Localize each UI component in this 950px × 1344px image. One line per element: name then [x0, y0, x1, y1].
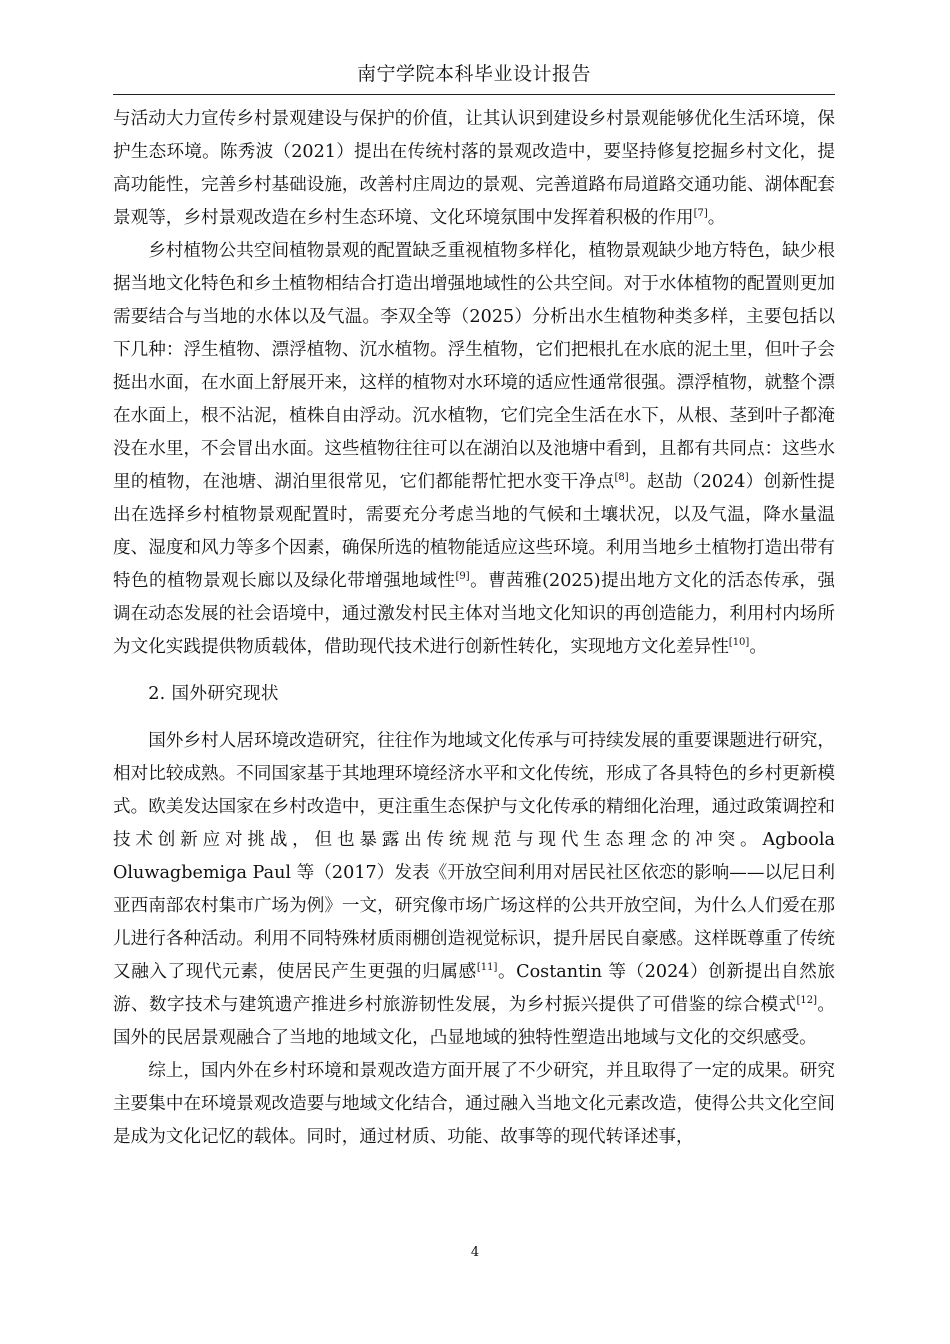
paragraph-text: 综上，国内外在乡村环境和景观改造方面开展了不少研究，并且取得了一定的成果。研究主要集中在环境景观改造要与地域文化结合，通过融入当地文化元素改造，使得公共文化空间是成为文化记忆的载体。同时，通过材质、功能、故事等的现代转译述事，	[113, 1061, 835, 1147]
citation-ref: [7]	[693, 208, 708, 220]
paragraph-text: 。	[749, 637, 767, 657]
body-text	[113, 103, 835, 1154]
paragraph-text: 。国外的民居景观融合了当地的地域文化，凸显地域的独特性塑造出地域与文化的交织感受。	[113, 995, 835, 1048]
paragraph-text: 与活动大力宣传乡村景观建设与保护的价值，让其认识到建设乡村景观能够优化生活环境，保护生态环境。陈秀波（2021）提出在传统村落的景观改造中，要坚持修复挖掘乡村文化，提高功能性，完善乡村基础设施，改善村庄周边的景观、完善道路布局道路交通功能、湖体配套景观等，乡村景观改造在乡村生态环境、文化环境氛围中发挥着积极的作用	[113, 109, 835, 228]
paragraph-text: 。赵劼（2024）创新性提出在选择乡村植物景观配置时，需要充分考虑当地的气候和土壤状况，以及气温，降水量温度、湿度和风力等多个因素，确保所选的植物能适应这些环境。利用当地乡土植物打造出带有特色的植物景观长廊以及绿化带增强地域性	[113, 472, 835, 591]
paragraph-text: 国外乡村人居环境改造研究，往往作为地域文化传承与可持续发展的重要课题进行研究，相对比较成熟。不同国家基于其地理环境经济水平和文化传统，形成了各具特色的乡村更新模式。欧美发达国家在乡村改造中，更注重生态保护与文化传承的精细化治理，通过政策调控和技术创新应对挑战，但也暴露出传统规范与现代生态理念的冲突。Agboola Oluwagbemiga Paul 等（2017）发表《开放空间利用对居民社区依恋的影响——以尼日利亚西南部农村集市广场为例》一文，研究像市场广场这样的公共开放空间，为什么人们爱在那儿进行各种活动。利用不同特殊材质雨棚创造视觉标识，提升居民自豪感。这样既尊重了传统又融入了现代元素，使居民产生更强的归属感	[113, 731, 835, 982]
citation-ref: [11]	[476, 962, 498, 974]
running-header: 南宁学院本科毕业设计报告	[356, 63, 591, 85]
paragraph-text: 。Costantin 等（2024）创新提出自然旅游、数字技术与建筑遗产推进乡村旅游韧性发展，为乡村振兴提供了可借鉴的综合模式	[113, 962, 835, 1015]
paragraph-plant-landscape	[113, 235, 835, 664]
section-heading: 2. 国外研究现状	[148, 684, 279, 704]
citation-ref: [8]	[614, 472, 629, 484]
paragraph-text: 乡村植物公共空间植物景观的配置缺乏重视植物多样化，植物景观缺少地方特色，缺少根据当地文化特色和乡土植物相结合打造出增强地域性的公共空间。对于水体植物的配置则更加需要结合与当地的水体以及气温。李双全等（2025）分析出水生植物种类多样，主要包括以下几种：浮生植物、漂浮植物、沉水植物。浮生植物，它们把根扎在水底的泥土里，但叶子会挺出水面，在水面上舒展开来，这样的植物对水环境的适应性通常很强。漂浮植物，就整个漂在水面上，根不沾泥，植株自由浮动。沉水植物，它们完全生活在水下，从根、茎到叶子都淹没在水里，不会冒出水面。这些植物往往可以在湖泊以及池塘中看到，且都有共同点：这些水里的植物，在池塘、湖泊里很常见，它们都能帮忙把水变干净点	[113, 241, 835, 492]
paragraph-summary	[113, 1055, 835, 1154]
paragraph-continued	[113, 103, 835, 235]
citation-ref: [9]	[455, 571, 470, 583]
paragraph-text: 。曹茜雅(2025)提出地方文化的活态传承，强调在动态发展的社会语境中，通过激发村民主体对当地文化知识的再创造能力，利用村内场所为文化实践提供物质载体，借助现代技术进行创新性转化，实现地方文化差异性	[113, 571, 835, 657]
citation-ref: [12]	[796, 995, 817, 1007]
paragraph-text: 。	[707, 208, 726, 228]
paragraph-foreign-research	[113, 725, 835, 1055]
header-rule	[113, 94, 835, 95]
page-number: 4	[470, 1245, 480, 1260]
citation-ref: [10]	[728, 637, 750, 649]
